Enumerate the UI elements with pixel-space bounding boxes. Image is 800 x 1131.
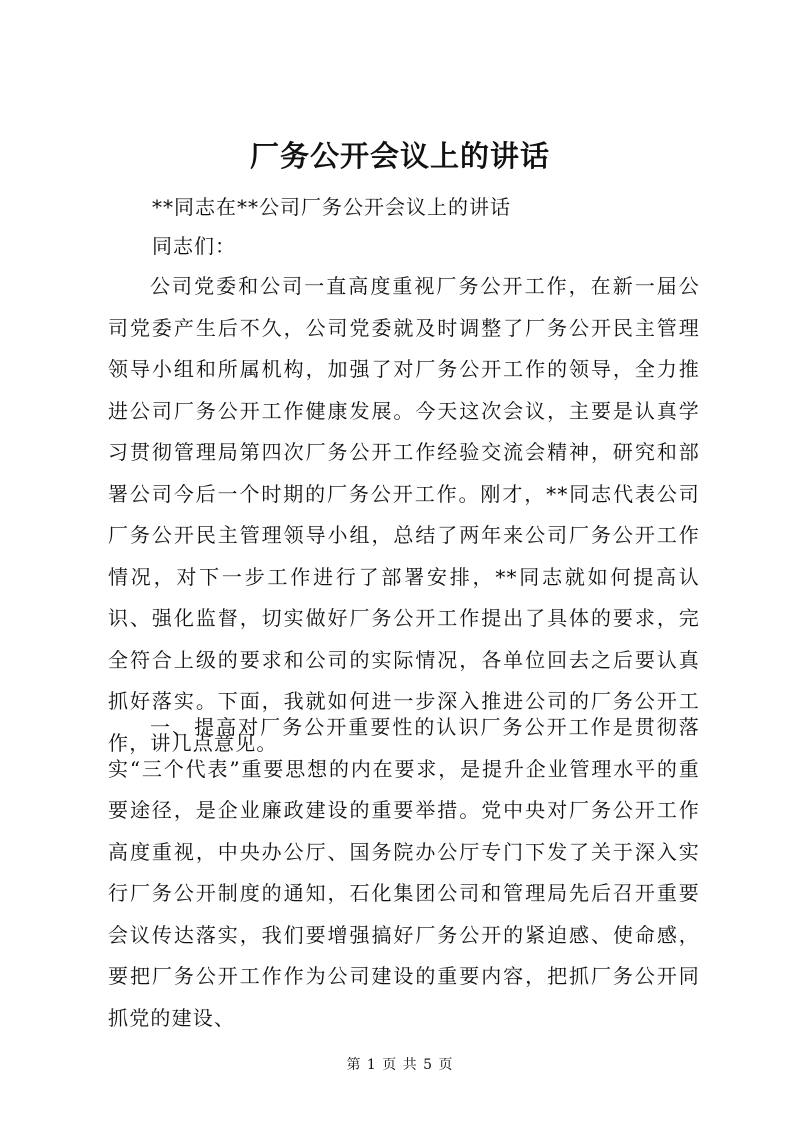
page-footer: 第 1 页 共 5 页 (346, 1057, 454, 1073)
greeting: 同志们： (152, 234, 236, 258)
paragraph-1: 公司党委和公司一直高度重视厂务公开工作，在新一届公司党委产生后不久，公司党委就及时调整了厂务公开民主管理领导小组和所属机构，加强了对厂务公开工作的领导，全力推进公司厂务公开工作健康发展。今天这次会议，主要是认真学习贯彻管理局第四次厂务公开工作经验交流会精神，研究和部署公司今后一个时期的厂务公开工作。刚才，**同志代表公司厂务公开民主管理领导小组，总结了两年来公司厂务公开工作情况，对下一步工作进行了部署安排，**同志就如何提高认识、强化监督，切实做好厂务公开工作提出了具体的要求，完全符合上级的要求和公司的实际情况，各单位回去之后要认真抓好落实。下面，我就如何进一步深入推进公司的厂务公开工作，讲几点意见。 (108, 274, 700, 755)
paragraph-2: 一、提高对厂务公开重要性的认识厂务公开工作是贯彻落实“三个代表”重要思想的内在要求，是提升企业管理水平的重要途径，是企业廉政建设的重要举措。党中央对厂务公开工作高度重视，中央办公厅、国务院办公厅专门下发了关于深入实行厂务公开制度的通知，石化集团公司和管理局先后召开重要会议传达落实，我们要增强搞好厂务公开的紧迫感、使命感，要把厂务公开工作作为公司建设的重要内容，把抓厂务公开同抓党的建设、 (108, 715, 700, 1030)
document-title: 厂务公开会议上的讲话 (249, 139, 550, 173)
document-subtitle: **同志在**公司厂务公开会议上的讲话 (152, 195, 511, 219)
